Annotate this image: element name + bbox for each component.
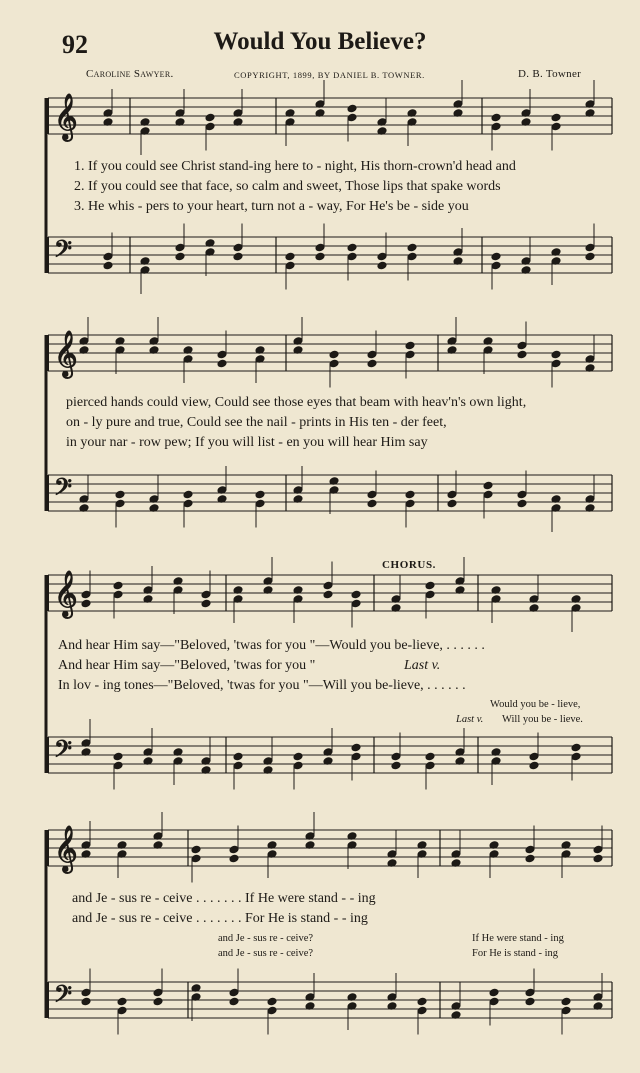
chorus-label: CHORUS.	[382, 559, 437, 571]
system1-verse3: 3. He whis - pers to your heart, turn not a - way, For He's be - side you	[74, 199, 469, 214]
last-verse-mark: Last v.	[404, 658, 441, 673]
svg-text:𝄢: 𝄢	[54, 235, 73, 268]
svg-text:𝄢: 𝄢	[54, 473, 73, 506]
system2-verse2: on - ly pure and true, Could see the nail - prints in His ten - der feet,	[66, 415, 447, 430]
bass-lyric-4b: For He is stand - ing	[472, 948, 559, 959]
bass-lyric-1: Would you be - lieve,	[490, 699, 581, 710]
svg-text:𝄞: 𝄞	[54, 571, 78, 617]
bass-lyric-3b: If He were stand - ing	[472, 933, 564, 944]
bass-lyric-2: Will you be - lieve.	[502, 714, 583, 725]
system3-verse3: In lov - ing tones—"Beloved, 'twas for you "—Will you be-lieve, . . . . . .	[58, 678, 466, 693]
system4-verse1: and Je - sus re - ceive . . . . . . . If He were stand - - ing	[72, 891, 376, 906]
bass-lyric-4: and Je - sus re - ceive?	[218, 948, 314, 959]
system3-verse2: And hear Him say—"Beloved, 'twas for you "	[58, 658, 316, 673]
bass-lyric-3: and Je - sus re - ceive?	[218, 933, 314, 944]
svg-text:𝄞: 𝄞	[54, 94, 78, 140]
author-credit: Caroline Sawyer.	[86, 68, 174, 80]
svg-text:𝄢: 𝄢	[54, 980, 73, 1013]
hymn-title: Would You Believe?	[213, 28, 427, 55]
svg-text:𝄞: 𝄞	[54, 826, 78, 872]
system4-verse2: and Je - sus re - ceive . . . . . . . For He is stand - - ing	[72, 911, 368, 926]
svg-text:𝄞: 𝄞	[54, 331, 78, 377]
copyright-notice: COPYRIGHT, 1899, BY DANIEL B. TOWNER.	[234, 70, 425, 80]
system1-verse2: 2. If you could see that face, so calm and sweet, Those lips that spake words	[74, 179, 501, 194]
system1-verse1: 1. If you could see Christ stand-ing here to - night, His thorn-crown'd head and	[74, 159, 516, 174]
bass-last-verse-mark: Last v.	[456, 714, 484, 725]
svg-text:𝄢: 𝄢	[54, 735, 73, 768]
composer-credit: D. B. Towner	[518, 68, 582, 80]
system2-verse1: pierced hands could view, Could see those eyes that beam with heav'n's own light,	[66, 395, 527, 410]
system2-verse3: in your nar - row pew; If you will list - en you will hear Him say	[66, 435, 428, 450]
hymn-number: 92	[62, 30, 88, 59]
system3-verse1: And hear Him say—"Beloved, 'twas for you "—Would you be-lieve, . . . . . .	[58, 638, 485, 653]
